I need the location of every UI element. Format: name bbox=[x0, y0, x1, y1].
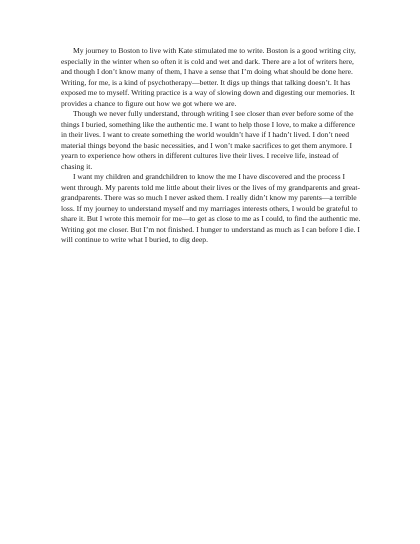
paragraph-2: Though we never fully understand, through writing I see closer than ever before some of the things I buried, something like the authentic me. I want to help those I love, to make a difference in their lives. I want to create something the world wouldn’t have if I hadn’t lived. I don’t need material things beyond the basic necessities, and I won’t make sacrifices to get them anymore. I yearn to experience how others in different cultures live their lives. I receive life, instead of chasing it. bbox=[61, 109, 356, 171]
paragraph-1: My journey to Boston to live with Kate stimulated me to write. Boston is a good writing city, especially in the winter when so often it is cold and wet and dark. There are a lot of writers here, and though I don’t know many of them, I have a sense that I’m doing what should be done here. Writing, for me, is a kind of psychotherapy—better. It digs up things that talking doesn’t. It has exposed me to myself. Writing practice is a way of slowing down and digesting our memories. It provides a chance to figure out how we got where we are. bbox=[61, 46, 356, 108]
paragraph-3: I want my children and grandchildren to know the me I have discovered and the process I went through. My parents told me little about their lives or the lives of my grandparents and great-grandparents. There was so much I never asked them. I really didn’t know my parents—a terrible loss. If my journey to understand myself and my marriages interests others, I would be grateful to share it. But I wrote this memoir for me—to get as close to me as I could, to find the authentic me. Writing got me closer. But I’m not finished. I hunger to understand as much as I can before I die. I will continue to write what I buried, to dig deep. bbox=[61, 172, 361, 244]
memoir-text bbox=[61, 46, 361, 246]
